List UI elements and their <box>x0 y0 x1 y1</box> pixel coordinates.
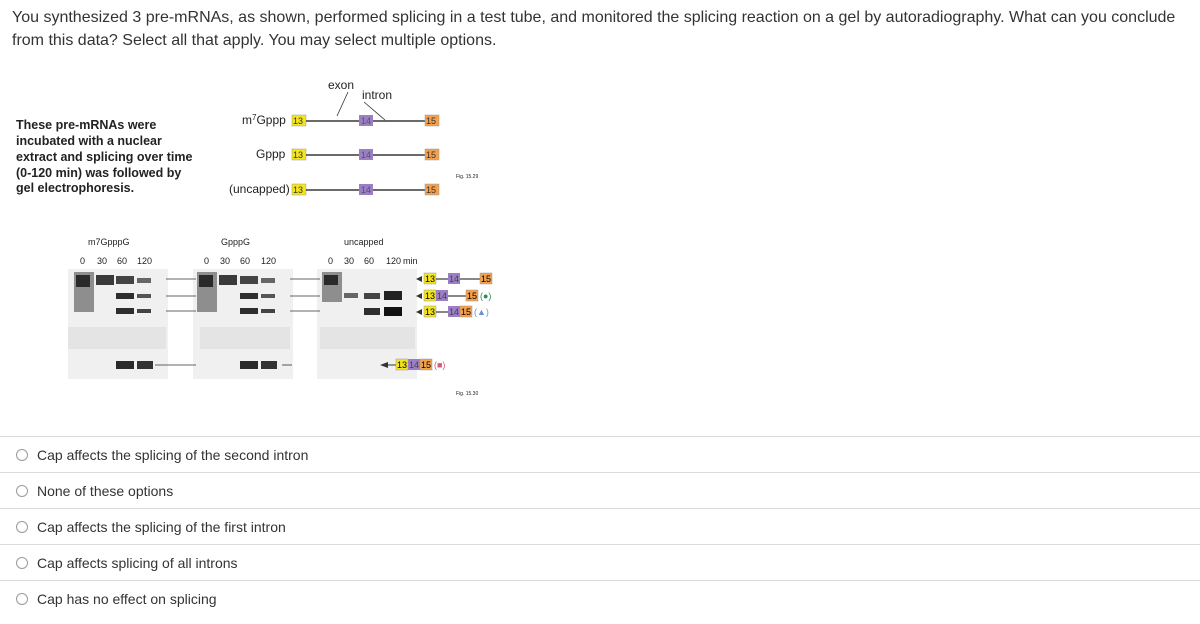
construct-gppp <box>256 147 439 161</box>
legend-intron-label: intron <box>362 88 393 102</box>
timepoint: 60 <box>240 256 251 266</box>
product-part: 13 <box>425 274 436 284</box>
gel-title: m7GpppG <box>88 237 130 247</box>
gel-title: GpppG <box>221 237 251 247</box>
option-label: Cap affects the splicing of the second intron <box>37 446 309 463</box>
description-line: gel electrophoresis. <box>16 181 135 195</box>
cap-label: Gppp <box>256 147 286 161</box>
option-5[interactable] <box>0 580 1200 616</box>
option-checkbox[interactable] <box>16 449 28 461</box>
exon-15-label: 15 <box>426 116 437 126</box>
gel-gpppg <box>193 269 293 379</box>
legend-exon-label: exon <box>328 78 355 92</box>
exon-13-label: 13 <box>293 150 304 160</box>
time-unit: min <box>403 256 418 266</box>
option-1[interactable] <box>0 436 1200 472</box>
gel-title: uncapped <box>344 237 384 247</box>
exon-15-label: 15 <box>426 150 437 160</box>
option-label: Cap has no effect on splicing <box>37 590 217 607</box>
product-part: 14 <box>409 360 420 370</box>
product-marker-circle: (●) <box>480 291 492 301</box>
option-label: None of these options <box>37 482 174 499</box>
gel-m7gpppg <box>68 269 168 379</box>
product-marker-triangle: (▲) <box>474 307 489 317</box>
product-part: 13 <box>425 291 436 301</box>
splicing-figure <box>0 72 560 412</box>
cap-label: (uncapped) <box>229 182 290 196</box>
svg-text:m7Gppp: $m^7Gppp$ <box>242 113 286 127</box>
exon-14-label: 14 <box>361 116 372 126</box>
exon-15-label: 15 <box>426 185 437 195</box>
option-checkbox[interactable] <box>16 593 28 605</box>
product-part: 14 <box>449 307 460 317</box>
timepoint: 30 <box>97 256 108 266</box>
figure-description <box>16 118 192 195</box>
option-checkbox[interactable] <box>16 485 28 497</box>
timepoint: 120 <box>137 256 153 266</box>
product-part: 15 <box>467 291 478 301</box>
description-line: extract and splicing over time <box>16 150 193 164</box>
question-text: You synthesized 3 pre-mRNAs, as shown, performed splicing in a test tube, and monitored the splicing reaction on a gel by autoradiography. What can you conclude from this data? Select all that apply. You may select multiple options. <box>12 9 1176 49</box>
option-3[interactable] <box>0 508 1200 544</box>
construct-uncapped <box>229 182 439 196</box>
timepoint: 60 <box>364 256 375 266</box>
figure-number: Fig. 15.29 <box>456 174 479 180</box>
timepoint: 30 <box>220 256 231 266</box>
option-checkbox[interactable] <box>16 557 28 569</box>
description-line: These pre-mRNAs were <box>16 118 157 132</box>
gel-headers <box>80 237 418 266</box>
figure-number: Fig. 15.30 <box>456 391 479 397</box>
product-marker-square: (■) <box>434 360 446 370</box>
timepoint: 60 <box>117 256 128 266</box>
description-line: incubated with a nuclear <box>16 134 162 148</box>
timepoint: 30 <box>344 256 355 266</box>
exon-13-label: 13 <box>293 185 304 195</box>
construct-m7gppp <box>242 113 439 127</box>
option-label: Cap affects splicing of all introns <box>37 554 238 571</box>
option-checkbox[interactable] <box>16 521 28 533</box>
exon-14-label: 14 <box>361 185 372 195</box>
option-4[interactable] <box>0 544 1200 580</box>
product-part: 15 <box>461 307 472 317</box>
product-part: 14 <box>449 274 460 284</box>
legend-pointer <box>337 92 348 116</box>
exon-14-label: 14 <box>361 150 372 160</box>
product-part: 14 <box>437 291 448 301</box>
exon-13-label: 13 <box>293 116 304 126</box>
product-part: 15 <box>421 360 432 370</box>
timepoint: 0 <box>328 256 334 266</box>
option-2[interactable] <box>0 472 1200 508</box>
timepoint: 120 <box>386 256 402 266</box>
product-part: 13 <box>397 360 408 370</box>
timepoint: 0 <box>204 256 210 266</box>
timepoint: 120 <box>261 256 277 266</box>
timepoint: 0 <box>80 256 86 266</box>
description-line: (0-120 min) was followed by <box>16 166 182 180</box>
product-part: 13 <box>425 307 436 317</box>
answer-options <box>0 436 1200 616</box>
product-part: 15 <box>481 274 492 284</box>
option-label: Cap affects the splicing of the first intron <box>37 518 286 535</box>
